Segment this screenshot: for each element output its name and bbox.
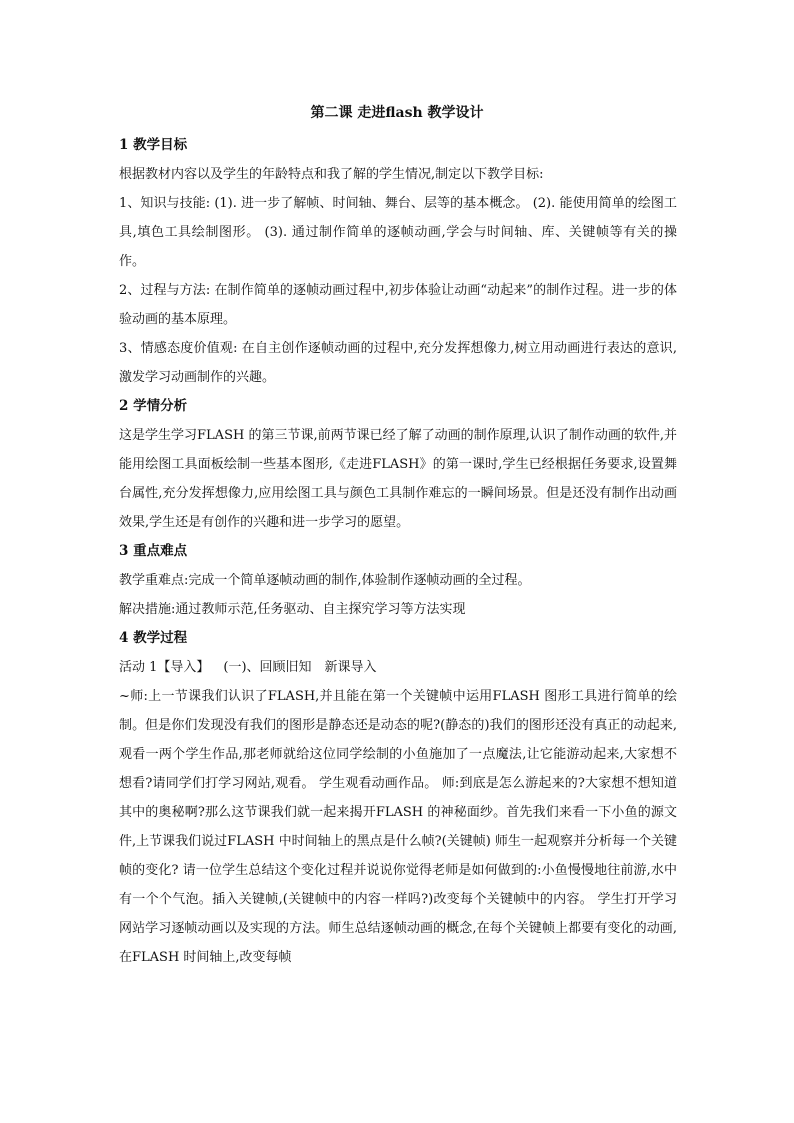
section-heading-key-points: 3 重点难点 — [119, 543, 188, 559]
paragraph: ~师:上一节课我们认识了FLASH,并且能在第一个关键帧中运用FLASH 图形工具进行简单的绘制。但是你们发现没有我们的图形是静态还是动态的呢?(静态的)我们的图形还没有真正的动起来,观看一两个学生作品,那老师就给这位同学绘制的小鱼施加了一点魔法,让它能游动起来,大家想不想看?请同学们打学习网站,观看。 学生观看动画作品。 师:到底是怎么游起来的?大家想不想知道其中的奥秘啊?那么这节课我们就一起来揭开FLASH 的神秘面纱。首先我们来看一下小鱼的源文件,上节课我们说过FLASH 中时间轴上的黑点是什么帧?(关键帧) 师生一起观察并分析每一个关键帧的变化? 请一位学生总结这个变化过程并说说你觉得老师是如何做到的:小鱼慢慢地往前游,水中有一个个气泡。插入关键帧,(关键帧中的内容一样吗?)改变每个关键帧中的内容。 学生打开学习网站学习逐帧动画以及实现的方法。师生总结逐帧动画的概念,在每个关键帧上都要有变化的动画,在FLASH 时间轴上,改变每帧 — [119, 689, 677, 965]
document-body — [119, 131, 677, 972]
document-title: 第二课 走进flash 教学设计 — [310, 105, 484, 121]
activity-subtitle: (一)、回顾旧知 新课导入 — [223, 660, 377, 675]
activity-label: 活动 1【导入】 — [119, 660, 210, 675]
paragraph: 根据教材内容以及学生的年龄特点和我了解的学生情况,制定以下教学目标: — [119, 167, 544, 182]
paragraph: 2、过程与方法: 在制作简单的逐帧动画过程中,初步体验让动画“动起来”的制作过程。进一步的体验动画的基本原理。 — [119, 283, 677, 327]
paragraph: 3、情感态度价值观: 在自主创作逐帧动画的过程中,充分发挥想像力,树立用动画进行表达的意识,激发学习动画制作的兴趣。 — [119, 341, 677, 385]
paragraph: 这是学生学习FLASH 的第三节课,前两节课已经了解了动画的制作原理,认识了制作动画的软件,并能用绘图工具面板绘制一些基本图形,《走进FLASH》的第一课时,学生已经根据任务要求,设置舞台属性,充分发挥想像力,应用绘图工具与颜色工具制作难忘的一瞬间场景。但是还没有制作出动画效果,学生还是有创作的兴趣和进一步学习的愿望。 — [119, 428, 677, 530]
section-heading-objectives: 1 教学目标 — [119, 137, 188, 153]
section-heading-teaching-process: 4 教学过程 — [119, 630, 188, 646]
paragraph: 教学重难点:完成一个简单逐帧动画的制作,体验制作逐帧动画的全过程。 — [119, 573, 531, 588]
paragraph: 解决措施:通过教师示范,任务驱动、自主探究学习等方法实现 — [119, 602, 466, 617]
activity-line — [119, 653, 677, 682]
paragraph: 1、知识与技能: (1). 进一步了解帧、时间轴、舞台、层等的基本概念。 (2). 能使用简单的绘图工具,填色工具绘制图形。 (3). 通过制作简单的逐帧动画,学会与时间轴、库、关键帧等有关的操作。 — [119, 196, 677, 269]
section-heading-student-analysis: 2 学情分析 — [119, 398, 188, 414]
